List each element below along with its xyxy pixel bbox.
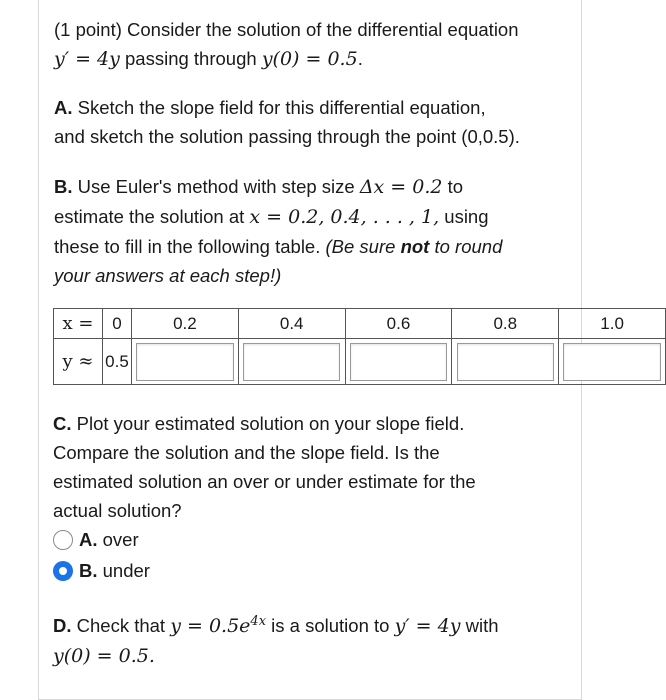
x-value: 0 bbox=[112, 313, 122, 333]
y-input-0.4[interactable] bbox=[243, 343, 340, 381]
y-input-0.8[interactable] bbox=[457, 343, 554, 381]
points-math: x = 0.2, 0.4, . . . , 1, bbox=[249, 206, 440, 228]
option-over[interactable]: A. over bbox=[53, 529, 139, 551]
x-label-cell bbox=[54, 309, 132, 339]
step-size-math: Δx = 0.2 bbox=[359, 176, 443, 198]
equation: y′ = 4y bbox=[54, 48, 120, 70]
part-a: A. Sketch the slope field for this differential equation, and sketch the solution passing through the point (0,0.5). bbox=[54, 97, 520, 147]
initial-condition: y(0) = 0.5 bbox=[261, 48, 358, 70]
y-label-cell bbox=[54, 339, 132, 385]
part-d: D. Check that $y = 0.5e^{4x}$ is a solution to y′ = 4y with y(0) = 0.5. bbox=[53, 614, 499, 668]
x-value: 0.8 bbox=[452, 309, 559, 339]
ode-math: y′ = 4y bbox=[394, 615, 461, 638]
x-value: 1.0 bbox=[559, 309, 666, 339]
problem-intro: (1 point) Consider the solution of the differential equation y′ = 4y passing through y(0) = 0.5. bbox=[54, 19, 519, 70]
y-input-1.0[interactable] bbox=[563, 343, 660, 381]
part-b: B. Use Euler's method with step size Δx = 0.2 to estimate the solution at x = 0.2, 0.4, . . . , 1, using these to fill in the following table. (Be sure not to round your answers at each step!) bbox=[54, 176, 503, 286]
part-c-label: C. bbox=[53, 413, 72, 434]
solution-exponent: 4x bbox=[250, 614, 267, 629]
x-value: 0.4 bbox=[238, 309, 345, 339]
part-c: C. Plot your estimated solution on your slope field. Compare the solution and the slope field. Is the estimated solution an over or under estimate for the actual solution? bbox=[53, 413, 476, 521]
y-input-0.2[interactable] bbox=[136, 343, 233, 381]
x-value: 0.6 bbox=[345, 309, 452, 339]
part-b-label: B. bbox=[54, 176, 73, 197]
not-emphasis: not bbox=[400, 236, 430, 257]
y-initial-value: 0.5 bbox=[105, 351, 129, 371]
solution-math: y = 0.5e bbox=[170, 615, 251, 638]
x-label: x = bbox=[62, 313, 94, 334]
y-input-0.6[interactable] bbox=[350, 343, 447, 381]
y-row bbox=[54, 339, 666, 385]
y-label: y ≈ bbox=[62, 351, 94, 372]
radio-over-icon[interactable] bbox=[53, 530, 73, 550]
euler-table bbox=[53, 308, 666, 385]
ic-math: y(0) = 0.5. bbox=[53, 645, 155, 668]
option-under[interactable]: B. under bbox=[53, 560, 150, 582]
intro-text: (1 point) Consider the solution of the differential equation bbox=[54, 19, 519, 40]
part-d-label: D. bbox=[53, 615, 72, 637]
part-a-label: A. bbox=[54, 97, 73, 118]
x-value: 0.2 bbox=[131, 309, 238, 339]
passing-through-text: passing through bbox=[125, 48, 257, 69]
x-row bbox=[54, 309, 666, 339]
radio-under-selected-icon[interactable] bbox=[53, 561, 73, 581]
